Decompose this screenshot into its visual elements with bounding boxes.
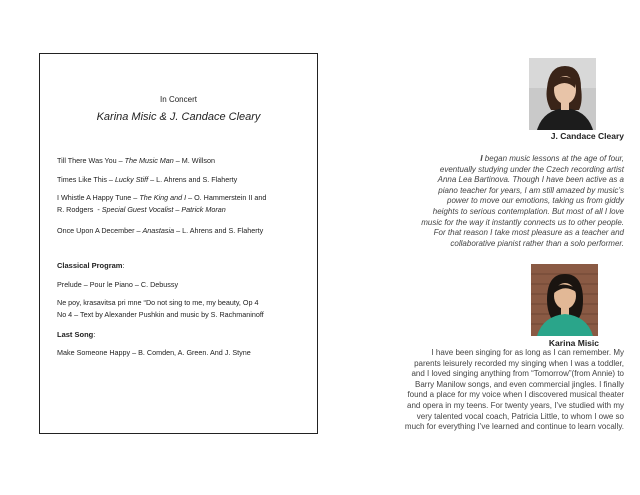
pop-item-1: Till There Was You – The Music Man – M. Willson [57,156,215,165]
classical-item-1: Prelude – Pour le Piano – C. Debussy [57,280,179,289]
candace-bio [421,153,624,249]
pop-item-3-cont: R. Rodgers - Special Guest Vocalist – Patrick Moran [57,205,226,214]
karina-bio-line: I have been singing for as long as I can remember. My [431,348,624,357]
candace-bio-line: heights to serious contemplation. But most of all I love [432,206,624,216]
candace-bio-line: music for the way it instantly connects us to other people. [421,217,624,227]
karina-bio-line: much for everything I’ve learned and continue to learn vocally. [404,422,624,432]
karina-bio-line: very talented vocal coach, Patricia Little, to whom I owe so [416,411,624,421]
candace-bio-line: eventually studying under the Czech recording artist [439,164,624,174]
candace-name: J. Candace Cleary [550,131,624,141]
karina-bio-line: Barry Manilow songs, and even commercial jingles. I finally [415,379,624,389]
classical-item-2-cont: No 4 – Text by Alexander Pushkin and music by S. Rachmaninoff [57,310,264,319]
karina-bio-line: parents leisurely recorded my singing when I was a toddler, [414,358,624,368]
candace-photo [529,58,596,130]
program-kicker: In Concert [160,95,197,104]
candace-bio-line: power to move our emotions, taking us from giddy [447,196,624,206]
karina-photo [531,264,598,336]
karina-name: Karina Misic [548,338,599,348]
candace-bio-line: piano teacher for years, I am still amazed by music’s [438,185,624,195]
candace-bio-line: Anna Lea Bartinova. Though I have been active as a [437,175,624,185]
candace-bio-line-1: I began music lessons at the age of four, [480,153,624,163]
karina-bio [405,348,624,433]
pop-item-2: Times Like This – Lucky Stiff – L. Ahrens and S. Flaherty [57,175,238,184]
classical-item-2: Ne poy, krasavitsa pri mne “Do not sing to me, my beauty, Op 4 [57,298,259,307]
last-song-item: Make Someone Happy – B. Comden, A. Green. And J. Styne [57,348,251,357]
pop-item-3: I Whistle A Happy Tune – The King and I – O. Hammerstein II and [57,193,267,202]
candace-bio-line: collaborative pianist rather than a solo performer. [450,238,624,248]
last-song-heading: Last Song: [57,330,96,339]
concert-program-page [39,53,318,434]
karina-bio-line: and opera in my teens. For twenty years, I’ve studied with my [407,400,624,410]
candace-bio-line: For that reason I take most pleasure as a teacher and [433,228,624,238]
karina-bio-line: and I loved singing anything from “Tomorrow”(from Annie) to [411,369,624,379]
classical-heading: Classical Program: [57,261,125,270]
pop-item-4: Once Upon A December – Anastasia – L. Ahrens and S. Flaherty [57,226,264,235]
karina-bio-line: found a place for my voice when I discovered musical theater [407,390,624,400]
program-performers: Karina Misic & J. Candace Cleary [96,111,261,123]
